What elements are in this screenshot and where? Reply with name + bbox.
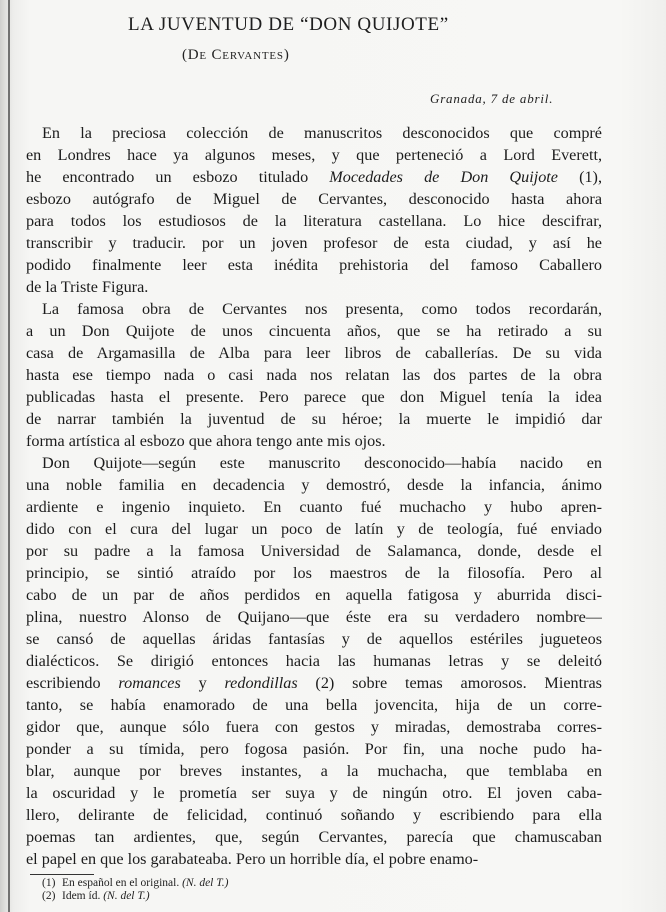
text-line: dialécticos. Se dirigió entonces hacia las humanas letras y se deleitó — [26, 652, 602, 670]
italic-segment: romances — [118, 674, 181, 692]
text-line: Don Quijote—según este manuscrito desconocido—había nacido en — [42, 454, 602, 472]
text-line: poemas tan ardientes, que, según Cervantes, parecía que chamuscaban — [26, 828, 602, 846]
text-line — [26, 672, 602, 694]
text-line: ardiente e ingenio inquieto. En cuanto fué muchacho y hubo apren- — [26, 498, 602, 516]
text-line: para todos los estudiosos de la literatura castellana. Lo hice descifrar, — [26, 212, 602, 230]
text-line: plina, nuestro Alonso de Quijano—que éste era su verdadero nombre— — [26, 608, 602, 626]
text-segment: escribiendo — [26, 674, 119, 692]
footnote-text: Idem íd. — [62, 889, 101, 902]
text-line: hasta ese tiempo nada o casi nada nos relatan las dos partes de la obra — [26, 366, 602, 384]
text-line: dido con el cura del lugar un poco de latín y de teología, fué enviado — [26, 520, 602, 538]
text-line: cabo de un par de años perdidos en aquella fatigosa y aburrida disci- — [26, 586, 602, 604]
text-line: tanto, se había enamorado de una bella jovencita, hija de un corre- — [26, 696, 602, 714]
text-line: blar, aunque por breves instantes, a la muchacha, que temblaba en — [26, 762, 602, 780]
translator-note: (N. del T.) — [103, 889, 150, 902]
text-line: forma artística al esbozo que ahora tengo ante mis ojos. — [26, 432, 386, 450]
footnote-number: (2) — [42, 889, 56, 902]
text-line: gidor que, aunque sólo fuera con gestos y miradas, demostraba corres- — [26, 718, 602, 736]
chapter-title: LA JUVENTUD DE “DON QUIJOTE” — [128, 14, 449, 35]
dateline: Granada, 7 de abril. — [430, 91, 554, 106]
text-line: en Londres hace ya algunos meses, y que perteneció a Lord Everett, — [26, 146, 602, 164]
paragraph — [26, 298, 602, 452]
footnote-rule — [30, 874, 94, 875]
text-segment: (1), — [557, 168, 602, 186]
text-line: ponder a su tímida, pero fogosa pasión. Por fin, una noche pudo ha- — [26, 740, 602, 758]
text-line: casa de Argamasilla de Alba para leer libros de caballerías. De su vida — [26, 344, 602, 362]
translator-note: (N. del T.) — [182, 877, 229, 889]
text-line: de narrar también la juventud de su héroe; la muerte le impidió dar — [26, 410, 602, 428]
footnotes — [42, 877, 666, 902]
text-segment: y — [180, 674, 225, 692]
text-line — [26, 166, 602, 188]
body-text — [26, 122, 602, 870]
footnote — [42, 890, 666, 903]
text-line: llero, delirante de felicidad, continuó soñando y escribiendo para ella — [26, 806, 602, 824]
text-line: podido finalmente leer esta inédita prehistoria del famoso Caballero — [26, 256, 602, 274]
paragraph — [26, 452, 602, 870]
italic-segment: Mocedades de Don Quijote — [329, 168, 558, 186]
text-line: de la Triste Figura. — [26, 278, 149, 296]
text-line: por su padre a la famosa Universidad de Salamanca, donde, desde el — [26, 542, 602, 560]
text-line: el papel en que los garabateaba. Pero un horrible día, el pobre enamo- — [26, 850, 479, 868]
text-line: la oscuridad y le prometía ser suya y de ningún otro. El joven caba- — [26, 784, 602, 802]
chapter-subtitle: (De Cervantes) — [182, 47, 290, 63]
text-line: La famosa obra de Cervantes nos presenta, como todos recordarán, — [42, 300, 602, 318]
footnote — [42, 877, 666, 890]
text-line: transcribir y traducir. por un joven profesor de esta ciudad, y así he — [26, 234, 602, 252]
paragraph — [26, 122, 602, 298]
text-segment: (2) sobre temas amorosos. Mientras — [297, 674, 602, 692]
footnote-text: En español en el original. — [62, 877, 180, 889]
text-line: una noble familia en decadencia y demostró, desde la infancia, ánimo — [26, 476, 602, 494]
text-line: se cansó de aquellas áridas fantasías y de aquellos estériles jugueteos — [26, 630, 602, 648]
italic-segment: redondillas — [224, 674, 298, 692]
text-line: a un Don Quijote de unos cincuenta años, que se ha retirado a su — [26, 322, 602, 340]
footnote-number: (1) — [42, 877, 56, 889]
text-line: publicadas hasta el presente. Pero parece que don Miguel tenía la idea — [26, 388, 602, 406]
text-line: esbozo autógrafo de Miguel de Cervantes, desconocido hasta ahora — [26, 190, 602, 208]
text-line: En la preciosa colección de manuscritos desconocidos que compré — [42, 124, 602, 142]
text-segment: he encontrado un esbozo titulado — [26, 168, 330, 186]
text-line: principio, se sintió atraído por los maestros de la filosofía. Pero al — [26, 564, 602, 582]
